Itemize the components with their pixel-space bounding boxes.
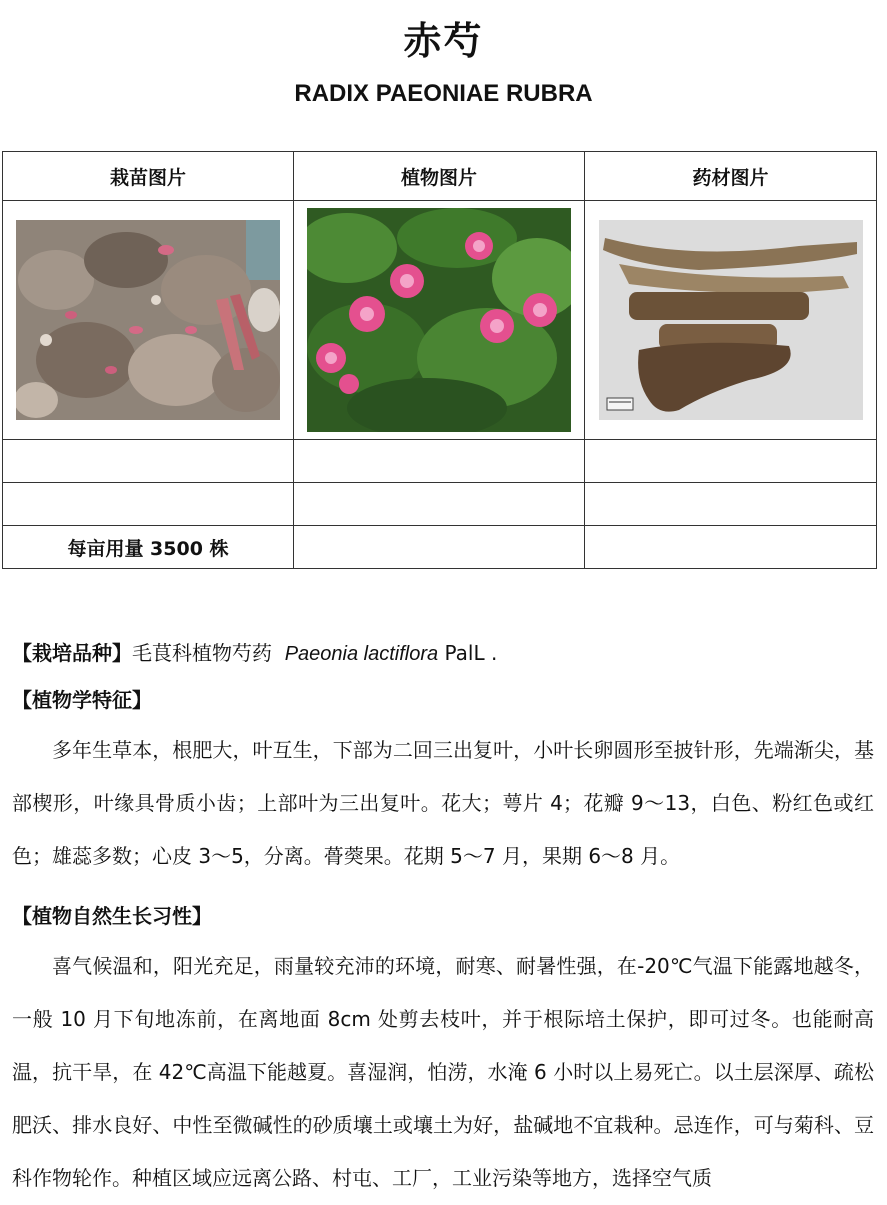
dried-root-photo bbox=[599, 220, 863, 420]
planting-density-note: 每亩用量 3500 株 bbox=[3, 526, 294, 569]
botany-paragraph: 多年生草本，根肥大，叶互生，下部为二回三出复叶，小叶长卵圆形至披针形，先端渐尖，基部楔形，叶缘具骨质小齿；上部叶为三出复叶。花大；萼片 4；花瓣 9～13，白色、粉红色或红色；雄蕊多数；心皮 3～5，分离。蓇葖果。花期 5～7 月，果期 6～8 月。 bbox=[12, 738, 874, 868]
plant-image-cell bbox=[294, 201, 585, 440]
table-row bbox=[3, 440, 877, 483]
peony-plant-photo bbox=[307, 208, 571, 432]
species-author: PalL . bbox=[438, 641, 498, 665]
latin-name-subtitle: RADIX PAEONIAE RUBRA bbox=[294, 80, 593, 107]
habit-paragraph: 喜气候温和，阳光充足，雨量较充沛的环境，耐寒、耐暑性强，在-20℃气温下能露地越冬，一般 10 月下旬地冻前，在离地面 8cm 处剪去枝叶，并于根际培土保护，即可过冬。也能耐高温，抗干旱，在 42℃高温下能越夏。喜湿润，怕涝，水淹 6 小时以上易死亡。以土层深厚、疏松肥沃、排水良好、中性至微碱性的砂质壤土或壤土为好，盐碱地不宜栽种。忌连作，可与菊科、豆科作物轮作。种植区域应远离公路、村屯、工厂，工业污染等地方，选择空气质 bbox=[12, 954, 874, 1190]
table-row bbox=[3, 526, 877, 569]
table-row bbox=[3, 483, 877, 526]
variety-line bbox=[12, 637, 874, 666]
header-herb: 药材图片 bbox=[585, 152, 877, 201]
variety-label: 【栽培品种】 bbox=[12, 641, 132, 665]
page-title: 赤芍 bbox=[403, 19, 484, 63]
header-seedling: 栽苗图片 bbox=[3, 152, 294, 201]
botany-heading: 【植物学特征】 bbox=[12, 688, 152, 712]
header-plant: 植物图片 bbox=[294, 152, 585, 201]
habit-heading: 【植物自然生长习性】 bbox=[12, 904, 212, 928]
species-latin: Paeonia lactiflora bbox=[284, 643, 439, 665]
herb-image-cell bbox=[585, 201, 877, 440]
table-header-row bbox=[3, 152, 877, 201]
variety-text: 毛茛科植物芍药 bbox=[132, 641, 272, 665]
seedling-roots-photo bbox=[16, 220, 280, 420]
image-table bbox=[2, 151, 877, 569]
seedling-image-cell bbox=[3, 201, 294, 440]
table-image-row bbox=[3, 201, 877, 440]
